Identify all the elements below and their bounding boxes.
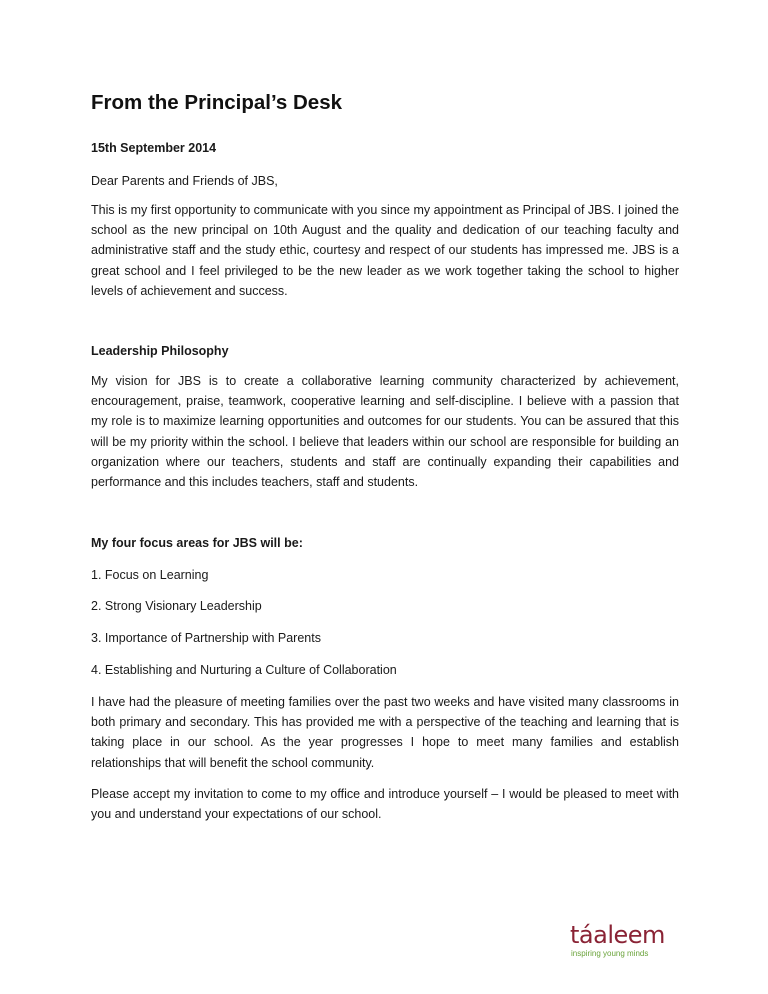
focus-item-4: 4. Establishing and Nurturing a Culture of Collaboration	[91, 663, 397, 677]
logo-tagline: inspiring young minds	[571, 949, 649, 958]
letter-greeting: Dear Parents and Friends of JBS,	[91, 174, 278, 188]
focus-item-3: 3. Importance of Partnership with Parents	[91, 631, 321, 645]
focus-item-2: 2. Strong Visionary Leadership	[91, 599, 262, 613]
letter-date: 15th September 2014	[91, 141, 217, 155]
closing-paragraph-2: Please accept my invitation to come to my office and introduce yourself – I would be pleased to meet with you and understand your expectations of our school.	[91, 787, 679, 822]
leadership-paragraph: My vision for JBS is to create a collaborative learning community characterized by achievement, encouragement, praise, teamwork, cooperative learning and self-discipline. I believe with a passion that my role is to maximize learning opportunities and outcomes for our students. You can be assured that this will be my priority within the school. I believe that leaders within our school are responsible for building an organization where our teachers, students and staff are continually expanding their capabilities and performance and this includes teachers, staff and students.	[91, 374, 679, 490]
logo-wordmark: táaleem	[570, 921, 665, 949]
page-title: From the Principal’s Desk	[91, 91, 343, 114]
taaleem-logo	[570, 922, 670, 958]
focus-item-1: 1. Focus on Learning	[91, 568, 209, 582]
focus-heading: My four focus areas for JBS will be:	[91, 536, 303, 550]
leadership-heading: Leadership Philosophy	[91, 344, 229, 358]
closing-paragraph-1: I have had the pleasure of meeting families over the past two weeks and have visited many classrooms in both primary and secondary. This has provided me with a perspective of the teaching and learning that is taking place in our school. As the year progresses I hope to meet many families and establish relationships that will benefit the school community.	[91, 695, 679, 770]
intro-paragraph: This is my first opportunity to communicate with you since my appointment as Principal of JBS. I joined the school as the new principal on 10th August and the quality and dedication of our teaching faculty and administrative staff and the study ethic, courtesy and respect of our students has impressed me. JBS is a great school and I feel privileged to be the new leader as we work together taking the school to higher levels of achievement and success.	[91, 203, 679, 298]
